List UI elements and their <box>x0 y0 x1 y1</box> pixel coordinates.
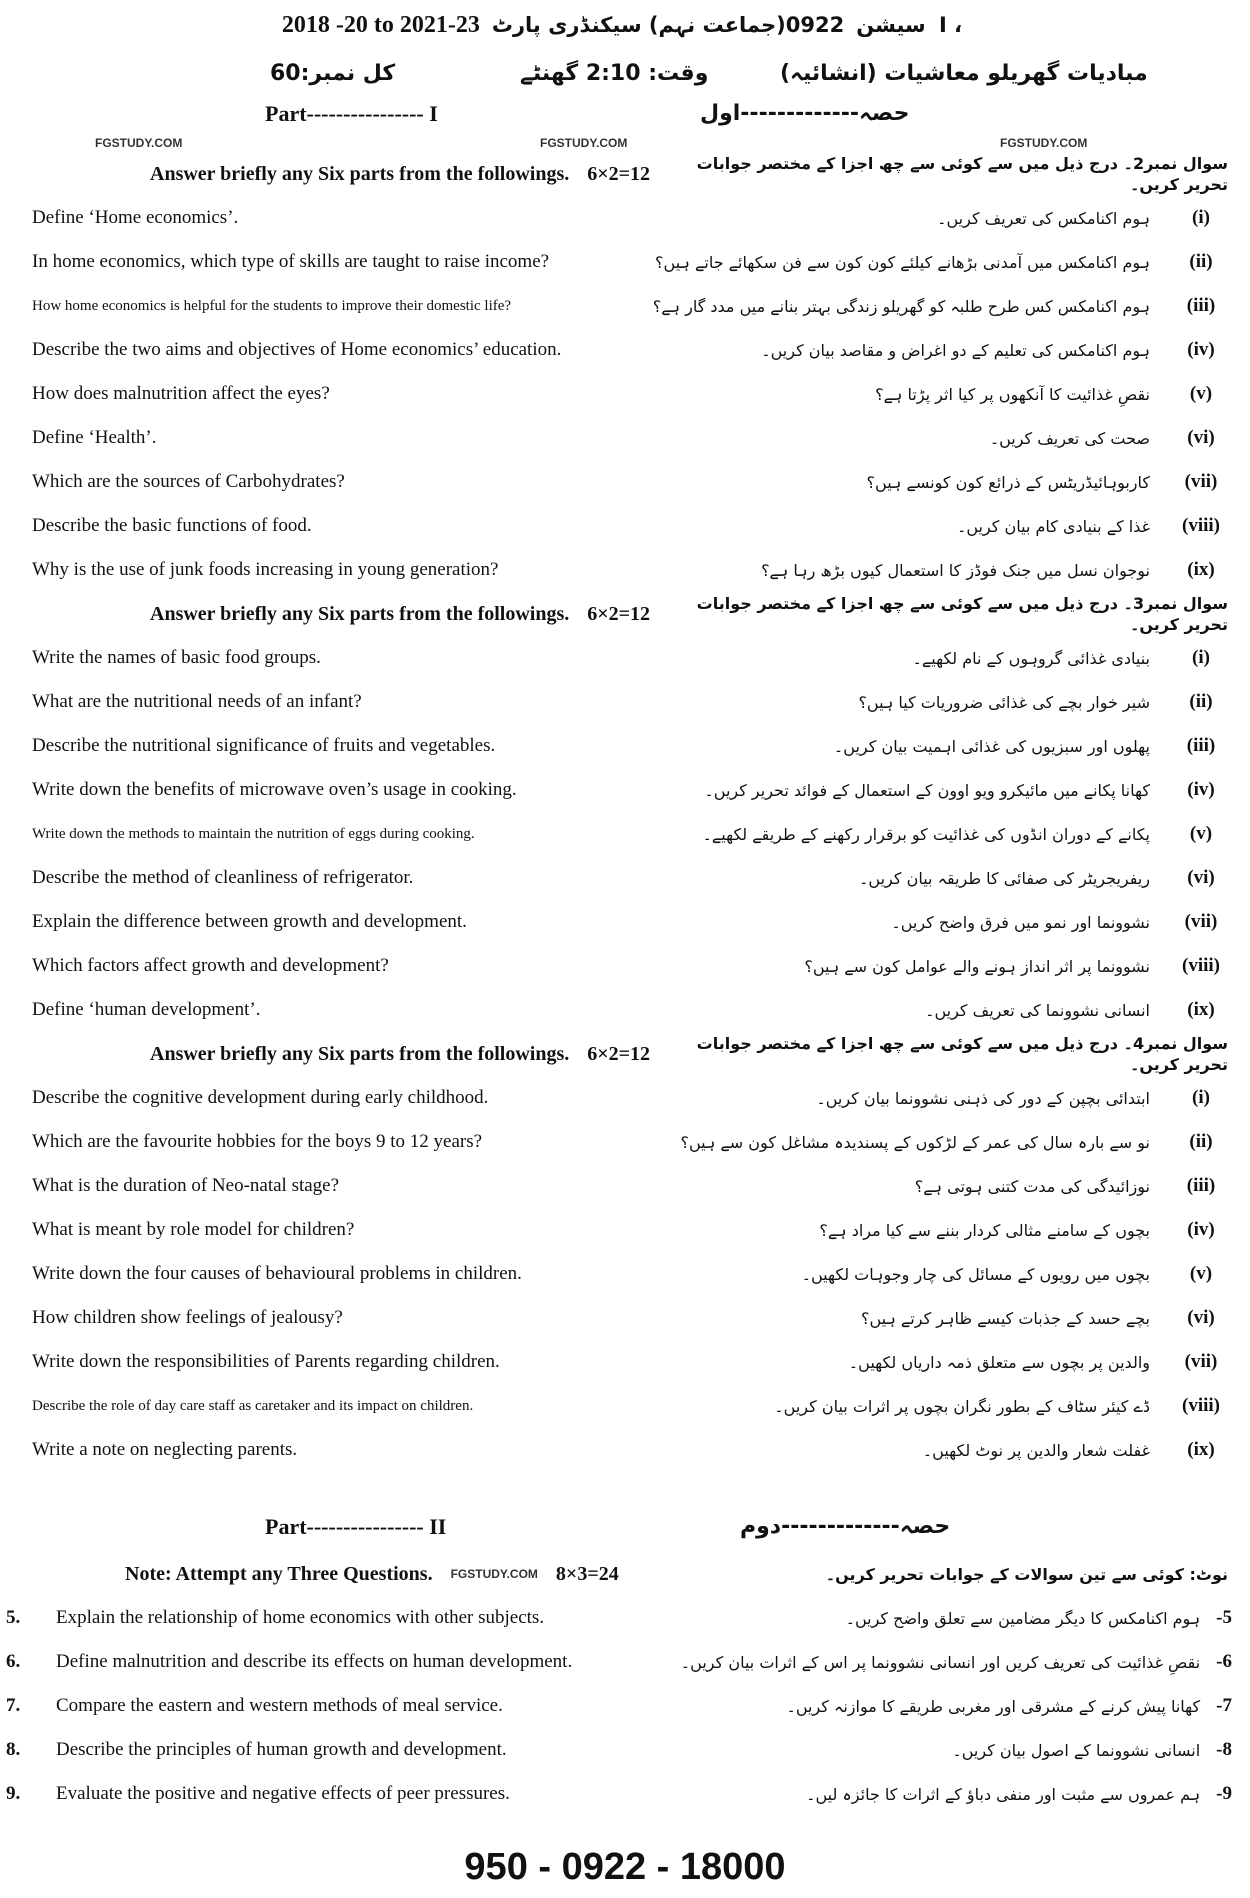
part-text-ur: بچے حسد کے جذبات کیسے ظاہر کرتے ہیں؟ <box>860 1308 1150 1328</box>
part-number: (iii) <box>1186 735 1216 756</box>
question-part <box>0 328 1250 372</box>
part-number: (viii) <box>1182 955 1220 976</box>
part-number: (vi) <box>1187 867 1215 888</box>
part-1-ur: حصہ-------------اول <box>700 101 910 126</box>
question-part <box>0 812 1250 856</box>
part-text-ur: کھانا پکانے میں مائیکرو ویو اوون کے استعمال کے فوائد تحریر کریں۔ <box>704 780 1150 800</box>
total-marks: کل نمبر:60 <box>270 61 396 86</box>
part-number: (i) <box>1192 1087 1210 1108</box>
question-text-en: Evaluate the positive and negative effects of peer pressures. <box>56 1783 510 1804</box>
time-allowed: وقت: 2:10 گھنٹے <box>520 61 709 86</box>
part-number: (viii) <box>1182 1395 1220 1416</box>
question-part <box>0 284 1250 328</box>
question-number-ur: -6 <box>1216 1651 1232 1672</box>
part-text-ur: بچوں کے سامنے مثالی کردار بننے سے کیا مراد ہے؟ <box>819 1220 1150 1240</box>
question-text-en: Explain the relationship of home economics with other subjects. <box>56 1607 545 1628</box>
question-part <box>0 988 1250 1032</box>
note-en: Note: Attempt any Three Questions. <box>125 1562 433 1585</box>
part-text-en: Describe the nutritional significance of fruits and vegetables. <box>32 735 496 756</box>
question-part <box>0 416 1250 460</box>
part-number: (ix) <box>1187 999 1215 1020</box>
question-number-ur: -8 <box>1216 1739 1232 1760</box>
question-text-ur: نقصِ غذائیت کی تعریف کریں اور انسانی نشوونما پر اس کے اثرات بیان کریں۔ <box>680 1652 1201 1672</box>
part-text-ur: نقصِ غذائیت کا آنکھوں پر کیا اثر پڑتا ہے؟ <box>875 384 1150 404</box>
question-number-ur: -5 <box>1216 1607 1232 1628</box>
question-part <box>0 548 1250 592</box>
part-1-heading <box>0 97 1250 130</box>
question-number: 7. <box>6 1695 21 1716</box>
question-text-ur: ہم عمروں سے مثبت اور منفی دباؤ کے اثرات کا جائزہ لیں۔ <box>806 1784 1201 1804</box>
part-number: (iv) <box>1187 1219 1215 1240</box>
part-text-ur: ہوم اکنامکس کس طرح طلبہ کو گھریلو زندگی بہتر بنانے میں مدد گار ہے؟ <box>652 296 1150 316</box>
short-questions <box>0 152 1250 1472</box>
question-part <box>0 460 1250 504</box>
note-marks: 8×3=24 <box>555 1562 619 1585</box>
part-text-ur: نوزائیدگی کی مدت کتنی ہوتی ہے؟ <box>914 1176 1150 1196</box>
question-part <box>0 900 1250 944</box>
part-text-ur: انسانی نشوونما کی تعریف کریں۔ <box>925 1000 1150 1020</box>
note-ur: نوٹ: کوئی سے تین سوالات کے جوابات تحریر کریں۔ <box>825 1564 1228 1584</box>
subject-line <box>0 50 1250 97</box>
part-text-ur: ہوم اکنامکس میں آمدنی بڑھانے کیلئے کون کون سے فن سکھائے جاتے ہیں؟ <box>655 252 1150 272</box>
part-text-ur: ڈے کیئر سٹاف کے بطور نگران بچوں پر اثرات بیان کریں۔ <box>774 1396 1150 1416</box>
question-part <box>0 1208 1250 1252</box>
long-questions <box>0 1596 1250 1816</box>
part-number: (vi) <box>1187 427 1215 448</box>
question-part <box>0 1076 1250 1120</box>
question-part <box>0 724 1250 768</box>
part-text-ur: ریفریجریٹر کی صفائی کا طریقہ بیان کریں۔ <box>859 868 1150 888</box>
part-text-en: Write down the methods to maintain the nutrition of eggs during cooking. <box>32 825 475 842</box>
question-part <box>0 1164 1250 1208</box>
watermark: FGSTUDY.COM <box>1000 136 1088 150</box>
part-text-ur: ہوم اکنامکس کی تعلیم کے دو اغراض و مقاصد بیان کریں۔ <box>761 340 1150 360</box>
question-part <box>0 1252 1250 1296</box>
part-text-en: What are the nutritional needs of an infant? <box>32 691 362 712</box>
part-text-en: Write the names of basic food groups. <box>32 647 321 668</box>
sessions: 2018 -20 to 2021-23 <box>281 12 480 38</box>
subject-name: مبادیات گھریلو معاشیات (انشائیہ) <box>780 61 1148 86</box>
part-text-en: In home economics, which type of skills are taught to raise income? <box>32 251 550 272</box>
question-part <box>0 944 1250 988</box>
part-text-ur: غذا کے بنیادی کام بیان کریں۔ <box>956 516 1150 536</box>
question-part <box>0 1340 1250 1384</box>
part-text-en: Describe the two aims and objectives of Home economics’ education. <box>32 339 562 360</box>
part-text-ur: ابتدائی بچپن کے دور کی ذہنی نشوونما بیان کریں۔ <box>816 1088 1150 1108</box>
part-text-en: Describe the method of cleanliness of refrigerator. <box>32 867 414 888</box>
part-text-en: Describe the cognitive development during early childhood. <box>32 1087 489 1108</box>
part-2-heading <box>0 1472 1250 1552</box>
watermark: FGSTUDY.COM <box>540 136 628 150</box>
part-text-en: Write down the four causes of behavioural problems in children. <box>32 1263 522 1284</box>
question-header <box>0 592 1250 636</box>
question-part <box>0 680 1250 724</box>
long-question <box>0 1640 1250 1684</box>
part-text-en: What is the duration of Neo-natal stage? <box>32 1175 340 1196</box>
part-text-ur: والدین پر بچوں سے متعلق ذمہ داریاں لکھیں۔ <box>848 1352 1150 1372</box>
question-marks: 6×2=12 <box>587 1042 651 1065</box>
part-2-ur: حصہ-------------دوم <box>740 1514 951 1539</box>
question-text-en: Compare the eastern and western methods of meal service. <box>56 1695 503 1716</box>
part-text-en: Which factors affect growth and development? <box>32 955 389 976</box>
question-label-ur: سوال نمبر4۔ درج ذیل میں سے کوئی سے چھ اجزا کے مختصر جوابات تحریر کریں۔ <box>696 1034 1228 1074</box>
question-part <box>0 1384 1250 1428</box>
long-question <box>0 1772 1250 1816</box>
part-text-en: How does malnutrition affect the eyes? <box>32 383 330 404</box>
question-text-en: Define malnutrition and describe its effects on human development. <box>56 1651 573 1672</box>
long-question <box>0 1728 1250 1772</box>
part-text-en: Define ‘Health’. <box>32 427 157 448</box>
question-text-ur: ہوم اکنامکس کا دیگر مضامین سے تعلق واضح کریں۔ <box>845 1608 1201 1628</box>
question-part <box>0 636 1250 680</box>
part-number: (v) <box>1189 1263 1213 1284</box>
part-text-en: Which are the sources of Carbohydrates? <box>32 471 345 492</box>
long-question <box>0 1596 1250 1640</box>
paper-title <box>0 0 1250 50</box>
part-text-en: Explain the difference between growth and development. <box>32 911 467 932</box>
footer-code: 950 - 0922 - 18000 <box>464 1846 786 1888</box>
part-number: (iv) <box>1187 339 1215 360</box>
part-text-ur: پھلوں اور سبزیوں کی غذائی اہمیت بیان کریں۔ <box>833 736 1150 756</box>
question-marks: 6×2=12 <box>587 602 651 625</box>
part-text-en: What is meant by role model for children? <box>32 1219 355 1240</box>
part-number: (ii) <box>1189 691 1213 712</box>
watermark: FGSTUDY.COM <box>450 1567 538 1581</box>
part-number: (iii) <box>1186 1175 1216 1196</box>
part-number: (vii) <box>1184 471 1218 492</box>
watermark-row <box>0 130 1250 152</box>
question-part <box>0 240 1250 284</box>
question-header <box>0 1032 1250 1076</box>
question-header <box>0 152 1250 196</box>
part-number: (vi) <box>1187 1307 1215 1328</box>
question-part <box>0 1120 1250 1164</box>
part-number: (ii) <box>1189 1131 1213 1152</box>
part-text-en: Write a note on neglecting parents. <box>32 1439 298 1460</box>
question-marks: 6×2=12 <box>587 162 651 185</box>
part-number: (iii) <box>1186 295 1216 316</box>
question-part <box>0 1296 1250 1340</box>
watermark: FGSTUDY.COM <box>95 136 183 150</box>
part-text-en: Why is the use of junk foods increasing in young generation? <box>32 559 499 580</box>
question-number: 8. <box>6 1739 21 1760</box>
question-label-ur: سوال نمبر3۔ درج ذیل میں سے کوئی سے چھ اجزا کے مختصر جوابات تحریر کریں۔ <box>696 594 1228 634</box>
part-number: (viii) <box>1182 515 1220 536</box>
question-number: 5. <box>6 1607 21 1628</box>
part-text-ur: ہوم اکنامکس کی تعریف کریں۔ <box>937 208 1150 228</box>
part-number: (i) <box>1192 207 1210 228</box>
part-text-en: Define ‘human development’. <box>32 999 261 1020</box>
part-text-ur: کاربوہائیڈریٹس کے ذرائع کون کونسے ہیں؟ <box>866 472 1150 492</box>
question-text-ur: کھانا پیش کرنے کے مشرقی اور مغربی طریقے کا موازنہ کریں۔ <box>786 1696 1201 1716</box>
part-number: (vii) <box>1184 911 1218 932</box>
part-text-en: How children show feelings of jealousy? <box>32 1307 343 1328</box>
part-text-ur: نوجوان نسل میں جنک فوڈز کا استعمال کیوں بڑھ رہا ہے؟ <box>761 560 1150 580</box>
part-text-en: Write down the responsibilities of Parents regarding children. <box>32 1351 500 1372</box>
part-text-ur: صحت کی تعریف کریں۔ <box>989 428 1150 448</box>
question-number: 6. <box>6 1651 21 1672</box>
part-text-en: Define ‘Home economics’. <box>32 207 239 228</box>
question-label-ur: سوال نمبر2۔ درج ذیل میں سے کوئی سے چھ اجزا کے مختصر جوابات تحریر کریں۔ <box>696 154 1228 194</box>
session-label: سیشن <box>856 13 926 37</box>
part-number: (v) <box>1189 383 1213 404</box>
question-instruction: Answer briefly any Six parts from the followings. <box>150 1042 570 1065</box>
part-number: (ix) <box>1187 559 1215 580</box>
part-2-note <box>0 1552 1250 1596</box>
part-number: (v) <box>1189 823 1213 844</box>
question-part <box>0 856 1250 900</box>
part-number: (ix) <box>1187 1439 1215 1460</box>
part-text-en: Describe the role of day care staff as caretaker and its impact on children. <box>32 1397 474 1414</box>
part-number: (iv) <box>1187 779 1215 800</box>
question-part <box>0 504 1250 548</box>
question-text-en: Describe the principles of human growth and development. <box>56 1739 507 1760</box>
part-text-ur: غفلت شعار والدین پر نوٹ لکھیں۔ <box>922 1440 1150 1460</box>
question-part <box>0 372 1250 416</box>
long-question <box>0 1684 1250 1728</box>
question-instruction: Answer briefly any Six parts from the followings. <box>150 162 570 185</box>
part-text-ur: نشوونما پر اثر انداز ہونے والے عوامل کون سے ہیں؟ <box>804 956 1150 976</box>
part-1-en: Part---------------- I <box>265 101 438 126</box>
question-text-ur: انسانی نشوونما کے اصول بیان کریں۔ <box>952 1740 1201 1760</box>
part-text-ur: بنیادی غذائی گروہوں کے نام لکھیے۔ <box>912 648 1150 668</box>
part-text-ur: نشوونما اور نمو میں فرق واضح کریں۔ <box>891 912 1150 932</box>
part-text-ur: پکانے کے دوران انڈوں کی غذائیت کو برقرار رکھنے کے طریقے لکھیے۔ <box>702 824 1150 844</box>
question-part <box>0 196 1250 240</box>
part-text-ur: بچوں میں رویوں کے مسائل کی چار وجوہات لکھیں۔ <box>801 1264 1150 1284</box>
part-number: (ii) <box>1189 251 1213 272</box>
part-2-en: Part---------------- II <box>265 1514 447 1539</box>
part-number: (vii) <box>1184 1351 1218 1372</box>
question-number-ur: -9 <box>1216 1783 1232 1804</box>
part-text-en: Write down the benefits of microwave oven’s usage in cooking. <box>32 779 517 800</box>
part-text-en: Which are the favourite hobbies for the boys 9 to 12 years? <box>32 1131 483 1152</box>
part-text-ur: نو سے بارہ سال کی عمر کے لڑکوں کے پسندیدہ مشاغل کون سے ہیں؟ <box>680 1132 1150 1152</box>
question-instruction: Answer briefly any Six parts from the followings. <box>150 602 570 625</box>
part-text-en: How home economics is helpful for the students to improve their domestic life? <box>32 297 512 314</box>
class-label: 0922(جماعت نہم) سیکنڈری پارٹ I ، <box>491 13 963 37</box>
part-number: (i) <box>1192 647 1210 668</box>
question-number-ur: -7 <box>1216 1695 1232 1716</box>
question-part <box>0 1428 1250 1472</box>
question-number: 9. <box>6 1783 21 1804</box>
part-text-en: Describe the basic functions of food. <box>32 515 312 536</box>
question-part <box>0 768 1250 812</box>
part-text-ur: شیر خوار بچے کی غذائی ضروریات کیا ہیں؟ <box>858 692 1150 712</box>
